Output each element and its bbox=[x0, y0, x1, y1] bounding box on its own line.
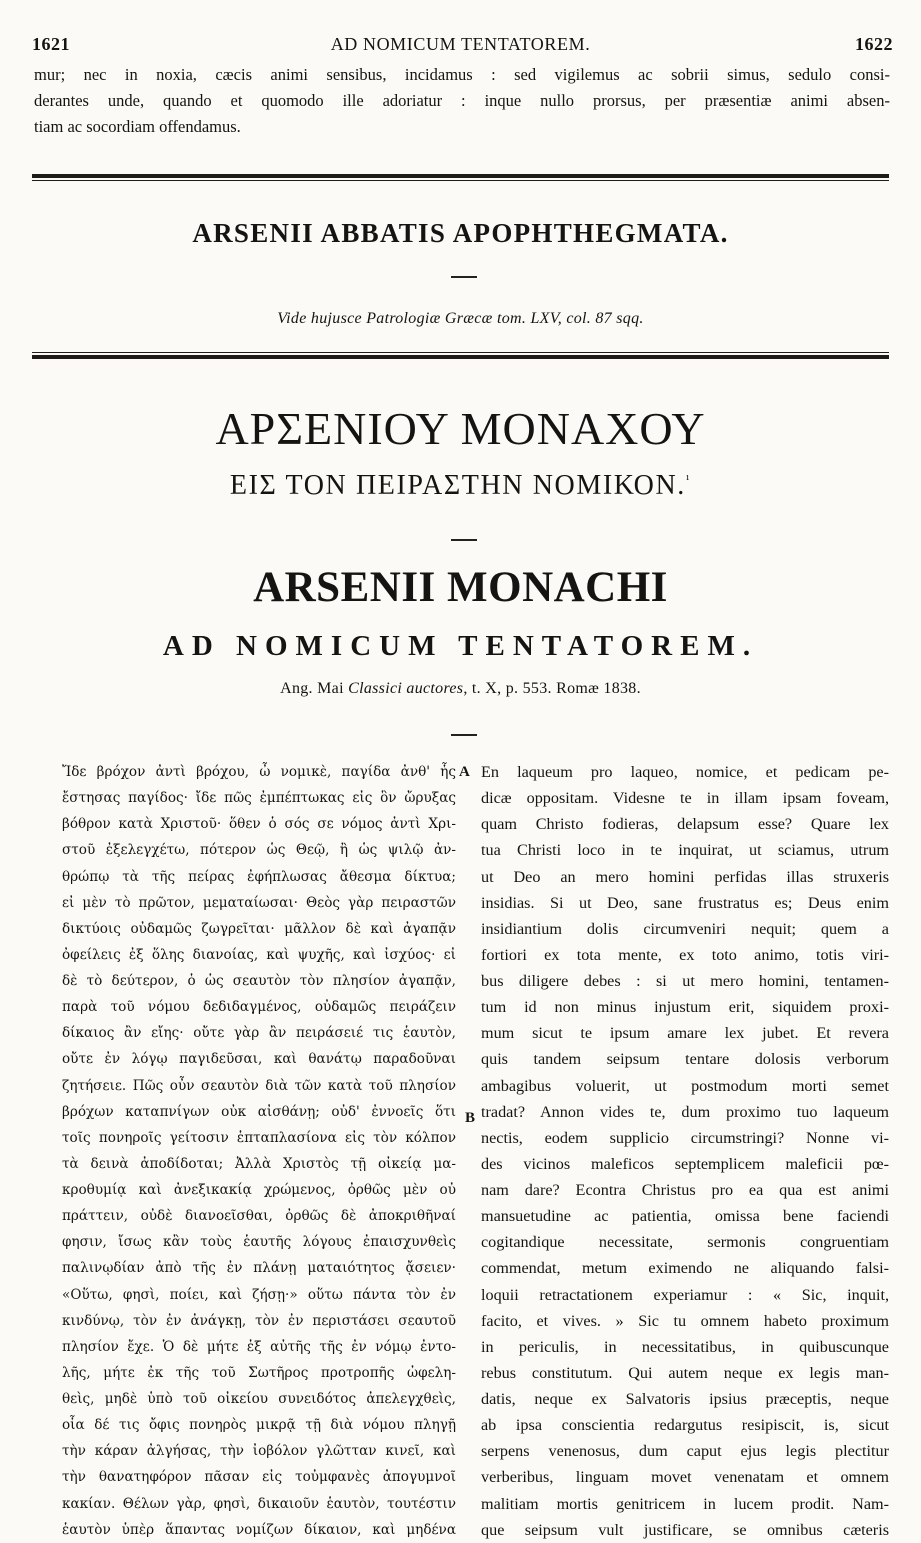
latin-line: bus diligere debes : si ut mero homini, tentamen- bbox=[481, 972, 889, 990]
greek-line: κροθυμίᾳ καὶ ἀνεξικακίᾳ χρώμενος, ὀρθῶς μὲν οὐ bbox=[62, 1182, 456, 1198]
latin-line: verberibus, linguam movet venenatam et omnem bbox=[481, 1468, 889, 1487]
continuation-paragraph bbox=[34, 62, 890, 140]
section-title: ARSENII ABBATIS APOPHTHEGMATA. bbox=[192, 218, 729, 248]
footnote-mark: ¹ bbox=[685, 472, 692, 487]
latin-line: des vicinos maleficos septemplicem maleficii pœ- bbox=[481, 1154, 889, 1173]
continuation-line: tiam ac socordiam offendamus. bbox=[34, 117, 241, 136]
latin-line: rebus constitutum. Qui autem neque ex legis man- bbox=[481, 1363, 889, 1382]
latin-line: tradat? Annon vides te, dum proximo tuo laqueum bbox=[481, 1102, 889, 1121]
latin-line: in periculis, in necessitatibus, in quibuscunque bbox=[481, 1337, 889, 1356]
greek-line: τὰ δεινὰ ἀποδίδοται; Ἀλλὰ Χριστὸς τῇ οἰκείᾳ μα- bbox=[62, 1155, 456, 1172]
greek-line: δικτύοις οὐδαμῶς ζωγρεῖται· μᾶλλον δὲ καὶ ἀγαπᾷν bbox=[62, 920, 456, 937]
greek-line: οἷα δέ τις ὄφις πονηρὸς μικρᾷ τῇ διὰ νόμου πληγῇ bbox=[62, 1417, 456, 1434]
latin-line: malitiam mortis genitricem in lucem prodit. Nam- bbox=[481, 1494, 889, 1513]
greek-line: πλησίον ἔχε. Ὁ δὲ μήτε ἐξ αὐτῆς τῆς ἐν νόμῳ ἐντο- bbox=[62, 1338, 456, 1355]
latin-line: ab ipsa conscientia redargutus resipiscit, is, sicut bbox=[481, 1416, 889, 1435]
latin-line: commendat, metum eximendo ne aliquando falsi- bbox=[481, 1259, 889, 1278]
margin-letter-a: A bbox=[459, 764, 470, 780]
latin-line: mum sicut te ipsum amare lex jubet. Et revera bbox=[481, 1024, 889, 1043]
section-rule-bottom bbox=[32, 352, 889, 359]
source-details: , t. X, p. 553. Romæ 1838. bbox=[463, 680, 641, 697]
greek-line: ἑαυτὸν ὑπὲρ ἅπαντας νομίζων δίκαιον, καὶ μηδένα bbox=[62, 1521, 456, 1538]
greek-line: ἔστησας παγίδος· ἴδε πῶς ἐμπέπτωκας εἰς ὃν ὤρυξας bbox=[62, 790, 456, 807]
title-dash bbox=[451, 734, 477, 736]
greek-line: τὴν κάραν ἀλγήσας, τὴν ἰοβόλον γλῶτταν κινεῖ, καὶ bbox=[62, 1443, 456, 1460]
greek-line: ζητήσειε. Πῶς οὖν σεαυτὸν διὰ τῶν κατὰ τοῦ πλησίον bbox=[62, 1077, 456, 1094]
right-page-number: 1622 bbox=[855, 34, 893, 54]
greek-line: Ἴδε βρόχον ἀντὶ βρόχου, ὦ νομικὲ, παγίδα ἀνθ' ἧς bbox=[62, 764, 456, 780]
greek-line: οὔτε ἐν λόγῳ παγιδεῦσαι, καὶ θανάτῳ παραδοῦναι bbox=[62, 1051, 456, 1068]
latin-line: nectis, eodem supplicio circumstringi? Nonne vi- bbox=[481, 1128, 889, 1147]
latin-line: En laqueum pro laqueo, nomice, et pedicam pe- bbox=[481, 763, 889, 781]
latin-line: fortiori ex tota mente, ex toto animo, totis viri- bbox=[481, 945, 889, 964]
greek-line: εἰ μὲν τὸ πρῶτον, μεματαίωσαι· Θεὸς γὰρ πειραστῶν bbox=[62, 894, 456, 911]
greek-line: «Οὕτω, φησὶ, ποίει, καὶ ζήσῃ·» οὕτω πάντα τὸν ἐν bbox=[62, 1286, 456, 1303]
section-rule-top bbox=[32, 174, 889, 181]
latin-line: ambagibus voluerit, ut postmodum morti semet bbox=[481, 1076, 889, 1095]
latin-line: tua Christi loco in te inquirat, ut sciamus, utrum bbox=[481, 841, 889, 860]
greek-line: βόθρον κατὰ Χριστοῦ· ὅθεν ὁ σός σε νόμος ἀντὶ Χρι- bbox=[62, 816, 456, 833]
greek-line: παλινῳδίαν ἀπὸ τῆς ἐν πλάνῃ ματαιότητος ᾄσειεν· bbox=[62, 1260, 456, 1277]
greek-line: θρώπῳ τὰ τῆς πείρας ἐφήπλωσας ἄθεσμα δίκτυα; bbox=[62, 868, 456, 885]
greek-title: ΑΡΣΕΝΙΟΥ ΜΟΝΑΧΟΥ bbox=[215, 403, 706, 454]
latin-subtitle: AD NOMICUM TENTATOREM. bbox=[162, 630, 759, 662]
greek-line: πράττειν, οὐδὲ διανοεῖσθαι, ὀρθῶς δὲ ἀποκριθῆναί bbox=[62, 1208, 456, 1225]
reference-note: Vide hujusce Patrologiæ Græcæ tom. LXV, col. 87 sqq. bbox=[277, 310, 644, 327]
greek-subtitle-text: ΕΙΣ ΤΟΝ ΠΕΙΡΑΣΤΗΝ ΝΟΜΙΚΟΝ. bbox=[229, 470, 686, 501]
latin-line: que seipsum vult justificare, se omnibus cæteris bbox=[481, 1520, 889, 1539]
continuation-line: mur; nec in noxia, cæcis animi sensibus, incidamus : sed vigilemus ac sobrii simus, sedulo consi- bbox=[34, 65, 890, 84]
source-citation bbox=[0, 680, 921, 698]
continuation-line: derantes unde, quando et quomodo ille adoriatur : inque nullo prorsus, per præsentiæ animi absen- bbox=[34, 91, 890, 110]
latin-line: insidiantium dolis circumveniri nequit; quem a bbox=[481, 919, 889, 938]
margin-letter-b: B bbox=[465, 1110, 476, 1126]
left-page-number: 1621 bbox=[32, 34, 70, 54]
latin-line: nam dare? Econtra Christus pro ea qua est animi bbox=[481, 1181, 889, 1199]
latin-line: datis, neque ex Salvatoris ipsius præceptis, neque bbox=[481, 1390, 889, 1408]
title-dash bbox=[451, 276, 477, 278]
greek-line: κινδύνῳ, τὸν ἐν ἀνάγκῃ, τὸν ἐν περιστάσει σεαυτοῦ bbox=[62, 1312, 456, 1329]
greek-line: δίκαιος ἂν εἴης· οὔτε γὰρ ἂν πειράσειέ τις ἑαυτὸν, bbox=[62, 1025, 456, 1042]
greek-line: τοῖς πονηροῖς γείτοσιν ἑπταπλασίονα εἰς τὸν κόλπον bbox=[62, 1129, 456, 1146]
latin-line: mansuetudine ac patientia, omissa bene faciendi bbox=[481, 1207, 889, 1226]
running-title: AD NOMICUM TENTATOREM. bbox=[330, 34, 591, 54]
greek-column bbox=[62, 759, 456, 1543]
source-author: Ang. Mai bbox=[280, 680, 344, 697]
latin-line: quis tandem seipsum tentare dolosis verborum bbox=[481, 1050, 889, 1069]
greek-line: ὀφείλεις ἐξ ὅλης διανοίας, καὶ ψυχῆς, καὶ ἰσχύος· εἰ bbox=[62, 946, 456, 963]
latin-line: dicæ oppositam. Videsne te in illam ipsam foveam, bbox=[481, 789, 889, 808]
greek-line: φησιν, ἴσως κἂν τοὺς ἑαυτῆς λόγους ἐπαισχυνθεὶς bbox=[62, 1234, 456, 1251]
latin-line: ut Deo an mero homini perfidas illas struxeris bbox=[481, 867, 889, 886]
latin-line: tum id non minus injustum erit, siquidem proxi- bbox=[481, 998, 889, 1017]
latin-line: loquii retractationem experiamur : « Sic, inquit, bbox=[481, 1285, 889, 1304]
latin-line: serpens venenosus, dum caput ejus legis plectitur bbox=[481, 1442, 889, 1461]
greek-line: λῆς, μήτε ἐκ τῆς τοῦ Σωτῆρος προτροπῆς ὠφελη- bbox=[62, 1364, 456, 1381]
latin-title: ARSENII MONACHI bbox=[253, 564, 668, 611]
running-header bbox=[0, 34, 921, 60]
latin-column bbox=[481, 759, 889, 1543]
greek-line: παρὰ τοῦ νόμου δεδιδαγμένος, οὐδαμῶς πειράζειν bbox=[62, 999, 456, 1016]
latin-line: cogitandique necessitate, sermonis congruentiam bbox=[481, 1233, 889, 1252]
greek-line: τὴν θανατηφόρον πᾶσαν εἰς τοὐμφανὲς ἀπογυμνοῖ bbox=[62, 1469, 456, 1486]
latin-line: facito, et vives. » Sic tu omnem habeto proximum bbox=[481, 1311, 889, 1330]
greek-subtitle bbox=[0, 470, 921, 502]
title-dash bbox=[451, 539, 477, 541]
greek-line: δὲ τὸ δεύτερον, ὁ ὡς σεαυτὸν τὸν πλησίον ἀγαπᾷν, bbox=[62, 973, 456, 989]
greek-line: βρόχων καταπνίγων οὐκ αἰσθάνῃ; οὐδ' ἐννοεῖς ὅτι bbox=[62, 1103, 456, 1120]
greek-line: θεὶς, μηδὲ ὑπὸ τοῦ οἰκείου συνειδότος ἀπελεγχθεὶς, bbox=[62, 1391, 456, 1407]
greek-line: στοῦ ἐξελεγχέτω, πότερον ὡς Θεῷ, ἢ ὡς ψιλῷ ἀν- bbox=[62, 842, 456, 859]
latin-line: quam Christo fodieras, delapsum esse? Quare lex bbox=[481, 815, 889, 834]
latin-line: insidias. Si ut Deo, sane frustratus es; Deus enim bbox=[481, 893, 889, 912]
source-work: Classici auctores bbox=[348, 680, 464, 697]
greek-line: κακίαν. Θέλων γὰρ, φησὶ, δικαιοῦν ἑαυτὸν, τουτέστιν bbox=[62, 1495, 456, 1512]
